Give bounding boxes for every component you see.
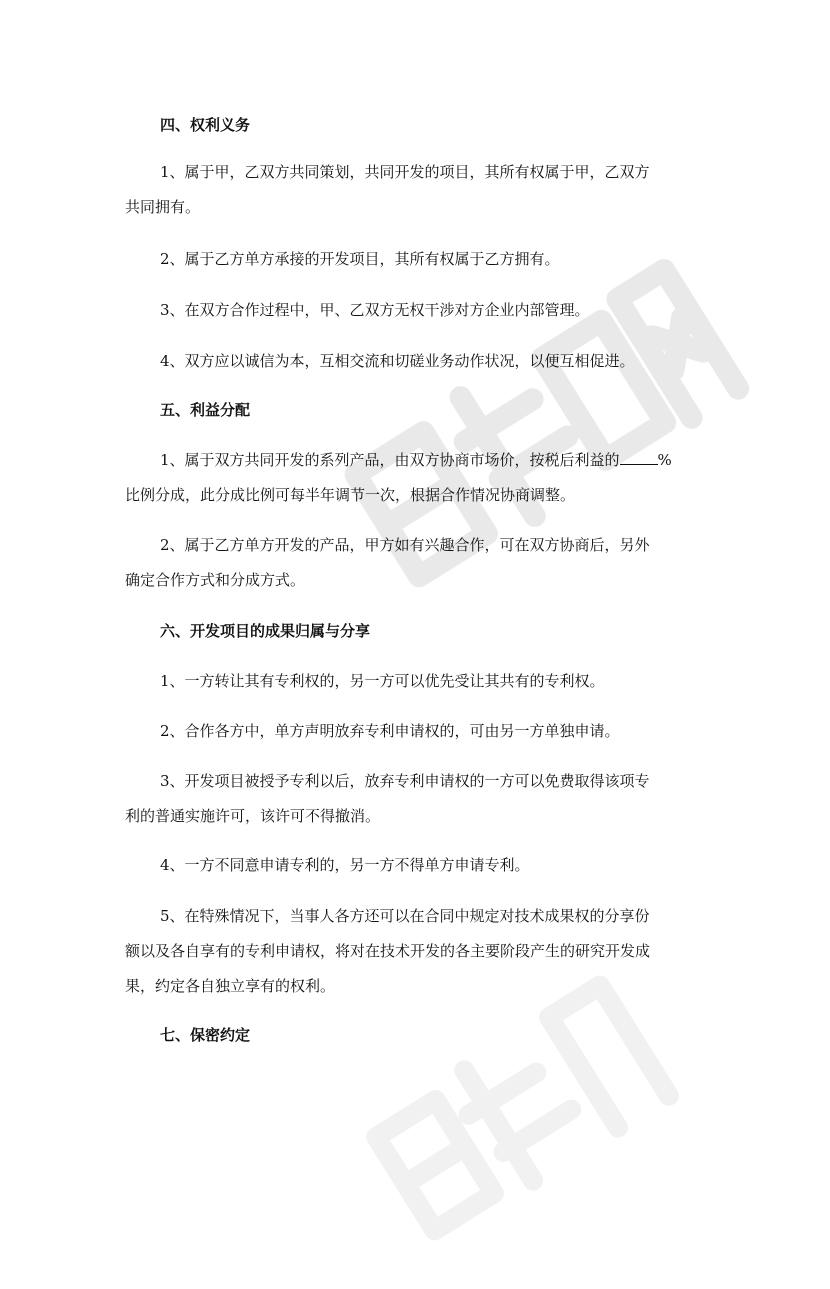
paragraph-5-1-line1 (160, 451, 672, 469)
paragraph-6-5 (125, 899, 720, 1004)
percentage-sign: % (657, 451, 672, 469)
paragraph-5-1-line1-text: 1、属于双方共同开发的系列产品，由双方协商市场价，按税后利益的 (160, 451, 620, 469)
section-heading-results-ownership: 六、开发项目的成果归属与分享 (160, 622, 371, 640)
paragraph-4-1-line1: 1、属于甲，乙双方共同策划，共同开发的项目，其所有权属于甲，乙双方 (160, 163, 650, 181)
paragraph-5-2-line2: 确定合作方式和分成方式。 (125, 571, 306, 589)
paragraph-5-2 (125, 528, 720, 598)
paragraph-6-5-line1: 5、在特殊情况下，当事人各方还可以在合同中规定对技术成果权的分享份 (160, 907, 650, 925)
paragraph-6-3-line1: 3、开发项目被授予专利以后，放弃专利申请权的一方可以免费取得该项专 (160, 772, 650, 790)
paragraph-6-4: 4、一方不同意申请专利的，另一方不得单方申请专利。 (160, 856, 530, 874)
paragraph-6-2: 2、合作各方中，单方声明放弃专利申请权的，可由另一方单独申请。 (160, 722, 620, 740)
paragraph-6-1: 1、一方转让其有专利权的，另一方可以优先受让其共有的专利权。 (160, 672, 605, 690)
paragraph-4-2: 2、属于乙方单方承接的开发项目，其所有权属于乙方拥有。 (160, 250, 560, 268)
section-heading-profit-distribution: 五、利益分配 (160, 401, 251, 419)
paragraph-4-1-line2: 共同拥有。 (125, 198, 201, 216)
paragraph-6-3-line2: 利的普通实施许可，该许可不得撤消。 (125, 807, 381, 825)
paragraph-6-3 (125, 764, 720, 834)
paragraph-6-5-line3: 果，约定各自独立享有的权利。 (125, 977, 336, 995)
paragraph-6-5-line2: 额以及各自享有的专利申请权，将对在技术开发的各主要阶段产生的研究开发成 (125, 942, 651, 960)
section-heading-rights-obligations: 四、权利义务 (160, 116, 251, 134)
paragraph-4-1 (125, 155, 720, 225)
percentage-blank (620, 448, 658, 465)
paragraph-5-2-line1: 2、属于乙方单方开发的产品，甲方如有兴趣合作，可在双方协商后，另外 (160, 536, 650, 554)
paragraph-5-1 (125, 443, 720, 513)
section-heading-confidentiality: 七、保密约定 (160, 1026, 251, 1044)
paragraph-4-4: 4、双方应以诚信为本，互相交流和切磋业务动作状况，以便互相促进。 (160, 352, 635, 370)
paragraph-5-1-line2: 比例分成，此分成比例可每半年调节一次，根据合作情况协商调整。 (125, 486, 576, 504)
paragraph-4-3: 3、在双方合作过程中，甲、乙双方无权干涉对方企业内部管理。 (160, 301, 590, 319)
